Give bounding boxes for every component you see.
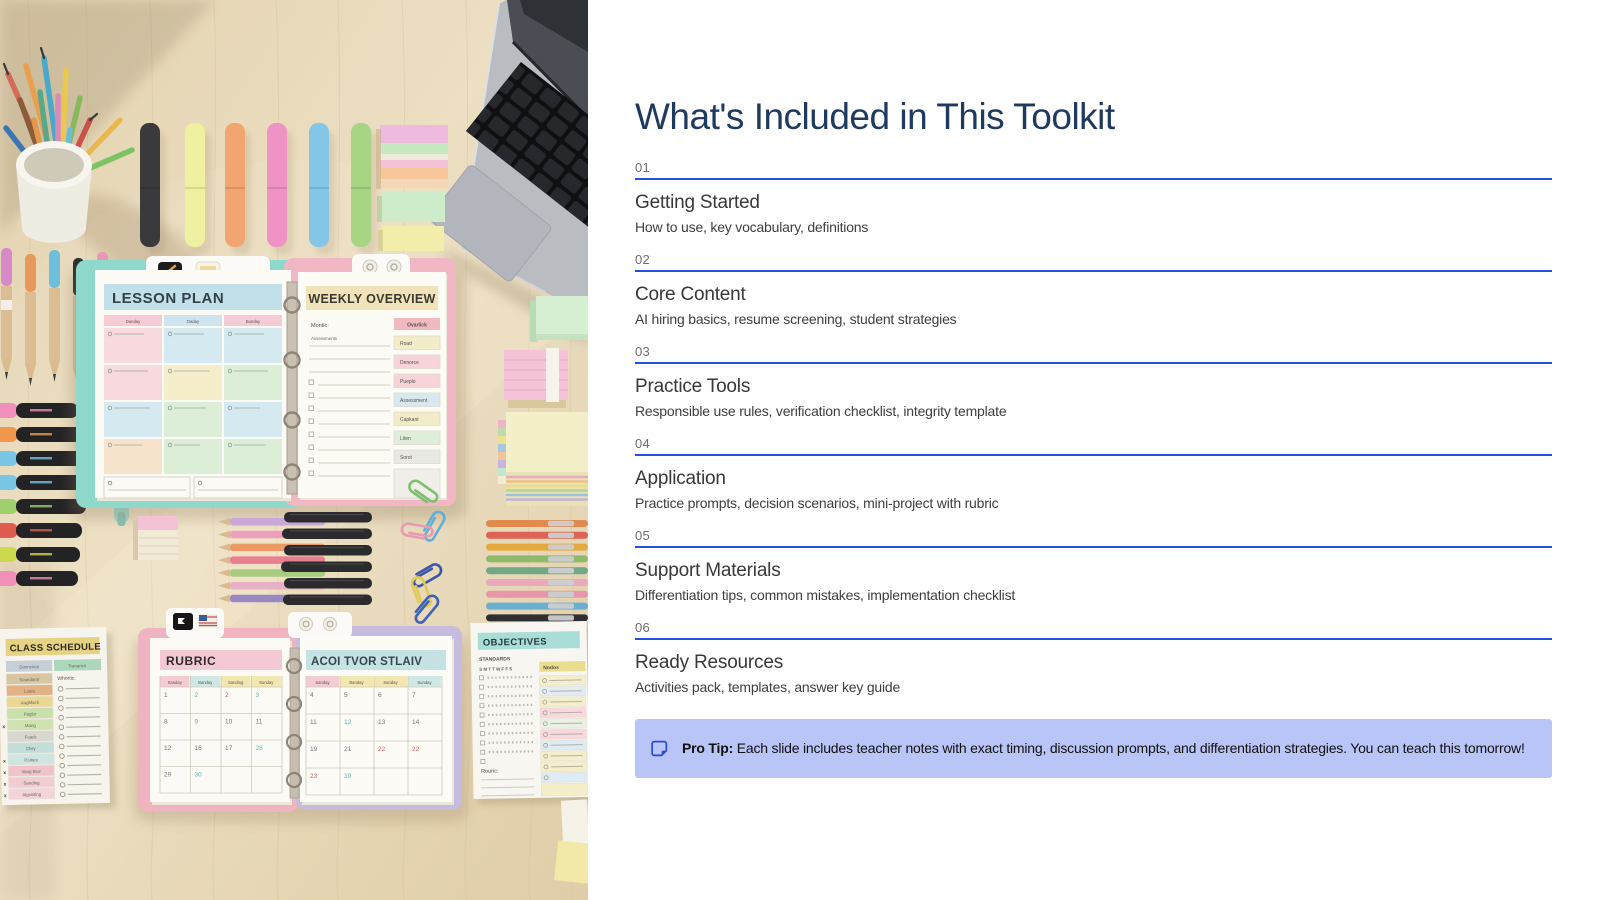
item-divider bbox=[635, 454, 1552, 456]
svg-text:Danday: Danday bbox=[125, 319, 141, 324]
svg-text:13: 13 bbox=[378, 719, 386, 726]
weekly-overview-title: WEEKLY OVERVIEW bbox=[308, 292, 436, 306]
svg-text:28: 28 bbox=[255, 745, 263, 752]
svg-text:1: 1 bbox=[164, 692, 168, 699]
svg-text:Loars: Loars bbox=[24, 688, 36, 694]
item-title: Practice Tools bbox=[635, 375, 751, 397]
svg-text:Soundarot: Soundarot bbox=[19, 676, 40, 683]
item-description: Practice prompts, decision scenarios, mini-project with rubric bbox=[635, 494, 999, 511]
svg-text:Liten: Liten bbox=[400, 436, 411, 442]
svg-text:2: 2 bbox=[194, 692, 199, 699]
toolkit-item-1 bbox=[635, 160, 1552, 235]
svg-text:AugMack: AugMack bbox=[20, 699, 40, 706]
item-description: Differentiation tips, common mistakes, implementation checklist bbox=[635, 586, 1016, 603]
svg-text:5: 5 bbox=[344, 692, 348, 699]
item-number: 01 bbox=[635, 159, 651, 175]
svg-text:Vang Bror: Vang Bror bbox=[21, 768, 42, 775]
item-number: 03 bbox=[635, 343, 651, 359]
lesson-plan-page bbox=[104, 284, 282, 498]
svg-text:Assessments: Assessments bbox=[311, 336, 338, 341]
item-number: 06 bbox=[635, 619, 651, 635]
svg-text:x: x bbox=[3, 758, 6, 765]
svg-text:Sunday: Sunday bbox=[259, 679, 274, 685]
svg-text:10: 10 bbox=[225, 718, 233, 726]
svg-text:Sanday: Sanday bbox=[315, 679, 330, 685]
svg-text:9: 9 bbox=[194, 718, 199, 726]
svg-text:8: 8 bbox=[164, 718, 168, 726]
objectives-title: OBJECTIVES bbox=[482, 636, 548, 649]
svg-text:x: x bbox=[2, 724, 6, 731]
svg-text:21: 21 bbox=[344, 746, 352, 753]
svg-text:Foack: Foack bbox=[24, 734, 37, 740]
svg-text:Nodos: Nodos bbox=[543, 664, 559, 672]
class-schedule-title: CLASS SCHEDULE bbox=[9, 641, 102, 655]
svg-text:STANDARDS: STANDARDS bbox=[479, 656, 511, 663]
svg-text:Sunday: Sunday bbox=[417, 679, 432, 685]
item-number: 04 bbox=[635, 435, 651, 451]
svg-text:7: 7 bbox=[412, 692, 416, 699]
svg-text:S M T T W F F S: S M T T W F F S bbox=[479, 666, 513, 672]
item-description: AI hiring basics, resume screening, student strategies bbox=[635, 310, 957, 327]
svg-text:12: 12 bbox=[344, 719, 352, 726]
toolkit-item-6 bbox=[635, 620, 1552, 695]
svg-text:12: 12 bbox=[164, 745, 172, 752]
svg-text:14: 14 bbox=[412, 719, 420, 726]
svg-text:x: x bbox=[3, 793, 7, 800]
svg-text:Rouric:: Rouric: bbox=[481, 768, 499, 775]
pastel-pens-right bbox=[486, 520, 588, 621]
svg-text:39: 39 bbox=[344, 773, 352, 780]
svg-text:Sanday: Sanday bbox=[383, 679, 398, 685]
svg-text:4: 4 bbox=[310, 692, 314, 699]
svg-text:3: 3 bbox=[255, 692, 260, 699]
svg-text:Donncivot: Donncivot bbox=[19, 664, 39, 670]
svg-text:Daday: Daday bbox=[186, 319, 200, 324]
item-divider bbox=[635, 546, 1552, 548]
svg-text:6: 6 bbox=[378, 692, 382, 699]
item-description: Activities pack, templates, answer key guide bbox=[635, 678, 901, 695]
svg-text:Sanding: Sanding bbox=[23, 780, 40, 786]
calendar-title: ACOI TVOR STLAIV bbox=[311, 656, 423, 668]
svg-text:22: 22 bbox=[412, 746, 420, 753]
pro-tip-callout bbox=[635, 719, 1552, 778]
svg-text:Bunday: Bunday bbox=[245, 319, 261, 324]
item-description: How to use, key vocabulary, definitions bbox=[635, 218, 869, 235]
toolkit-item-3 bbox=[635, 344, 1552, 419]
item-title: Ready Resources bbox=[635, 651, 784, 673]
calendar-binder bbox=[134, 608, 468, 822]
svg-text:Sanday: Sanday bbox=[167, 679, 182, 685]
item-divider bbox=[635, 178, 1552, 180]
svg-text:Algvisting: Algvisting bbox=[22, 791, 42, 798]
svg-text:11: 11 bbox=[310, 719, 317, 726]
svg-text:2: 2 bbox=[225, 692, 229, 699]
pro-tip-text: Pro Tip: Each slide includes teacher notes with exact timing, discussion prompts, and differentiation strategies. You can teach this tomorrow! bbox=[682, 739, 1525, 756]
svg-text:16: 16 bbox=[194, 745, 202, 752]
rubric-title: RUBRIC bbox=[166, 654, 217, 668]
item-title: Application bbox=[635, 467, 726, 489]
toolkit-item-2 bbox=[635, 252, 1552, 327]
lesson-plan-title: LESSON PLAN bbox=[112, 290, 225, 307]
svg-text:Assessment: Assessment bbox=[400, 398, 428, 404]
item-divider bbox=[635, 362, 1552, 364]
item-number: 02 bbox=[635, 251, 651, 267]
svg-text:Whortic:: Whortic: bbox=[57, 675, 76, 682]
page-title: What's Included in This Toolkit bbox=[635, 96, 1115, 137]
svg-text:19: 19 bbox=[310, 746, 318, 753]
sticky-note-icon bbox=[650, 739, 669, 758]
svg-text:17: 17 bbox=[225, 745, 233, 752]
svg-text:29: 29 bbox=[164, 771, 172, 779]
svg-text:Sanding: Sanding bbox=[228, 679, 244, 685]
svg-text:22: 22 bbox=[378, 746, 386, 753]
svg-text:11: 11 bbox=[255, 718, 263, 726]
item-divider bbox=[635, 638, 1552, 640]
svg-text:Tranancs: Tranancs bbox=[67, 663, 87, 669]
class-schedule-card bbox=[0, 627, 116, 811]
svg-text:Banday: Banday bbox=[349, 679, 364, 685]
svg-text:Poines: Poines bbox=[24, 757, 38, 763]
svg-text:Denorce: Denorce bbox=[400, 360, 419, 366]
svg-text:Paglor: Paglor bbox=[23, 711, 37, 717]
slide-panel bbox=[588, 0, 1600, 900]
item-title: Getting Started bbox=[635, 191, 760, 213]
item-title: Support Materials bbox=[635, 559, 781, 581]
svg-text:Obry: Obry bbox=[25, 745, 36, 752]
toolkit-item-5 bbox=[635, 528, 1552, 603]
objectives-card bbox=[470, 621, 588, 805]
item-description: Responsible use rules, verification checklist, integrity template bbox=[635, 402, 1007, 419]
item-number: 05 bbox=[635, 527, 651, 543]
svg-text:Banday: Banday bbox=[198, 679, 213, 685]
planner-binder bbox=[70, 254, 466, 520]
pro-tip-label: Pro Tip: bbox=[682, 739, 734, 756]
svg-text:x: x bbox=[3, 781, 7, 788]
rainbow-paper-pile bbox=[498, 412, 588, 506]
item-divider bbox=[635, 270, 1552, 272]
svg-text:Capkant: Capkant bbox=[400, 417, 419, 423]
sticky-tab-stacks bbox=[376, 125, 448, 251]
svg-text:Pueplo: Pueplo bbox=[400, 379, 416, 385]
svg-text:23: 23 bbox=[310, 773, 318, 780]
item-title: Core Content bbox=[635, 283, 746, 305]
svg-text:Montic:: Montic: bbox=[311, 323, 329, 329]
desk-photo bbox=[0, 0, 588, 900]
svg-text:x: x bbox=[3, 770, 7, 777]
svg-text:Sorot: Sorot bbox=[400, 455, 412, 461]
svg-text:Mang: Mang bbox=[24, 722, 36, 729]
svg-text:30: 30 bbox=[194, 771, 202, 779]
svg-text:Ovarlick: Ovarlick bbox=[407, 322, 427, 329]
sticky-cube bbox=[133, 516, 178, 560]
svg-text:Road: Road bbox=[400, 341, 412, 347]
toolkit-item-4 bbox=[635, 436, 1552, 511]
